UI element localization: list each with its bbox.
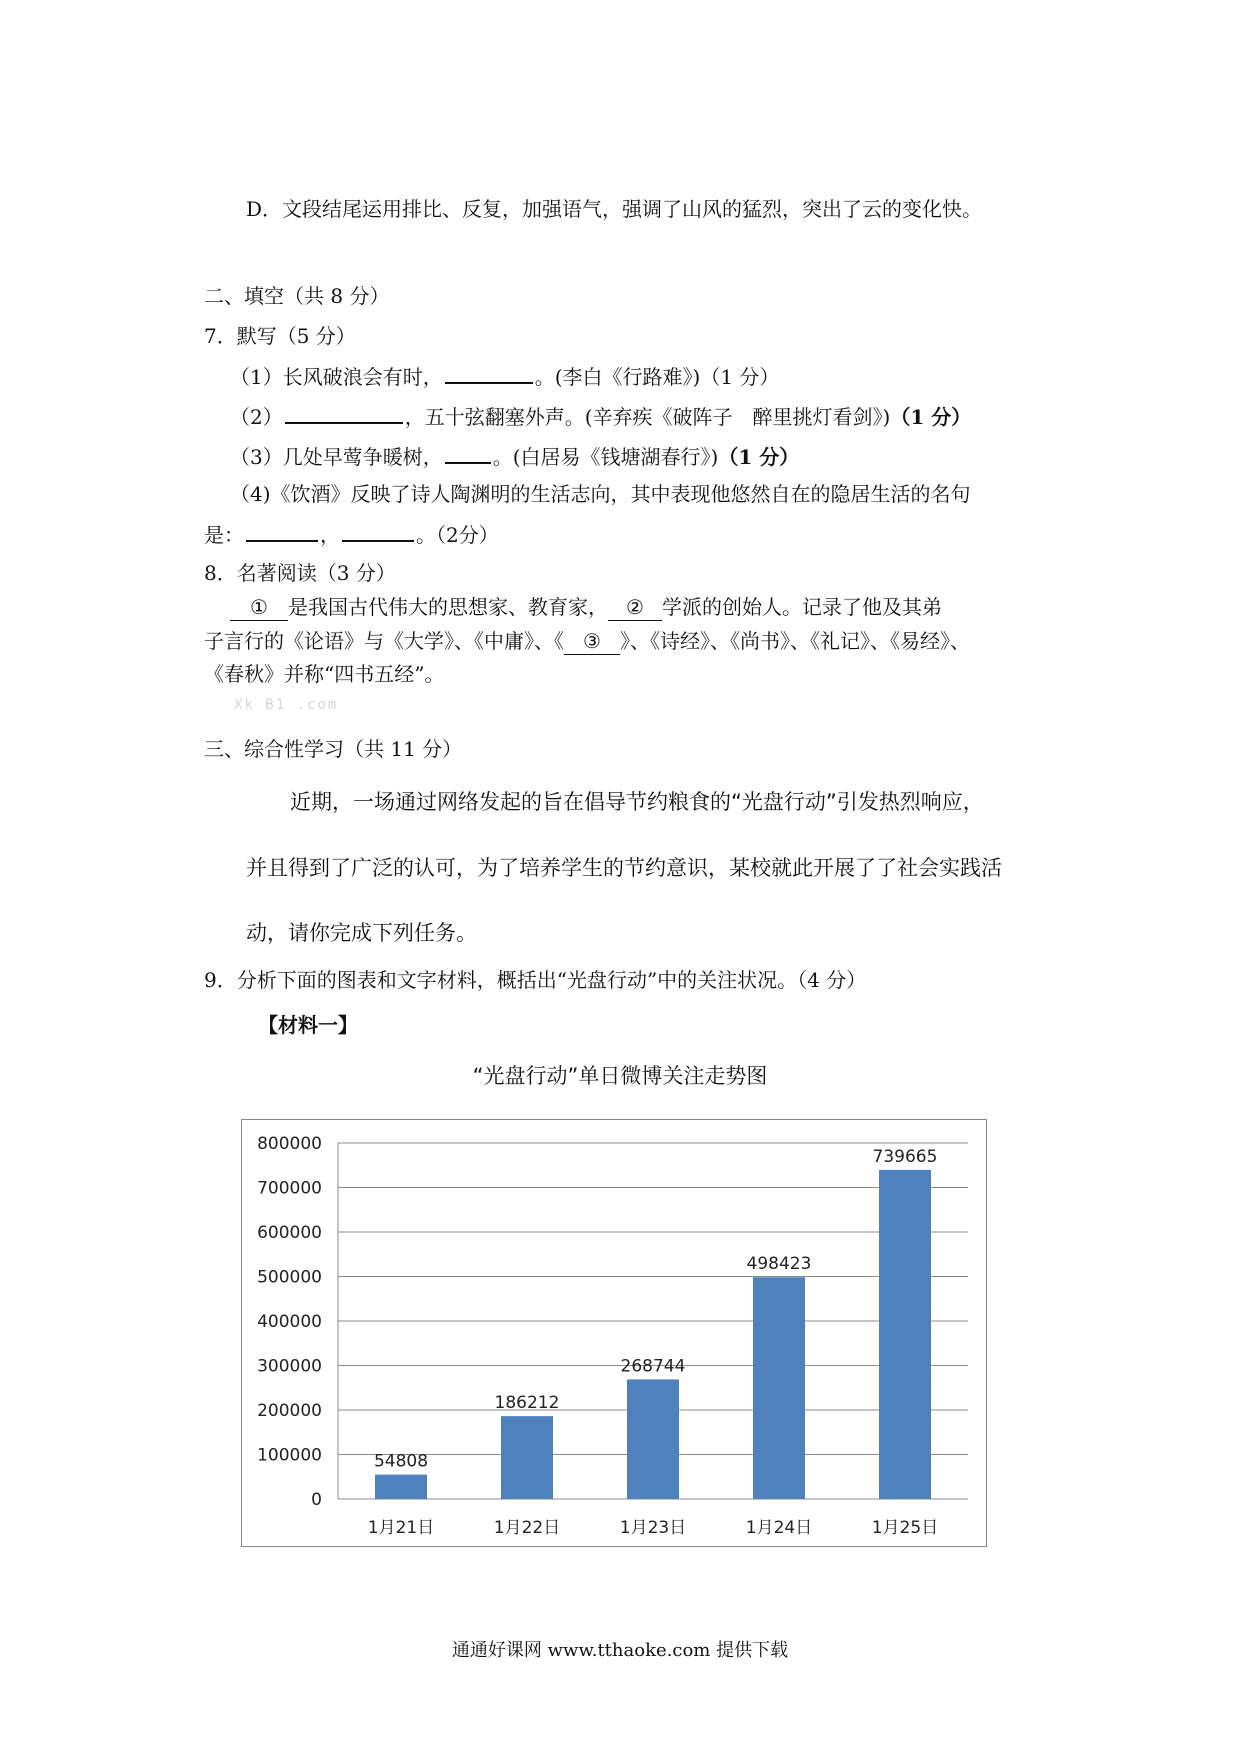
material-label: 【材料一】 <box>258 1013 358 1037</box>
bar <box>753 1277 805 1499</box>
y-tick-label: 800000 <box>257 1134 322 1154</box>
bar <box>375 1475 427 1499</box>
q7-line4a: （4)《饮酒》反映了诗人陶渊明的生活志向，其中表现他悠然自在的隐居生活的名句 <box>230 482 971 506</box>
data-label: 54808 <box>373 1451 429 1472</box>
bar <box>879 1170 931 1499</box>
section3-title: 三、综合性学习（共 11 分） <box>204 737 463 761</box>
blank-1: ① <box>230 594 288 621</box>
chart-title: “光盘行动”单日微博关注走势图 <box>472 1064 768 1088</box>
x-tick-label: 1月22日 <box>493 1518 561 1538</box>
section2-title: 二、填空（共 8 分） <box>204 284 390 308</box>
fill-blank <box>445 442 491 464</box>
q7-line1: （1）长风破浪会有时， 。(李白《行路难》)（1 分） <box>230 362 779 390</box>
q9: 9．分析下面的图表和文字材料，概括出“光盘行动”中的关注状况。（4 分） <box>204 968 867 992</box>
blank-2: ② <box>608 594 662 621</box>
intro-line1: 近期，一场通过网络发起的旨在倡导节约粮食的“光盘行动”引发热烈响应， <box>290 790 984 814</box>
footer: 通通好课网 www.tthaoke.com 提供下载 <box>451 1640 789 1661</box>
q7-line4b: 是： ， 。（2分） <box>204 520 499 548</box>
y-tick-label: 400000 <box>257 1312 322 1332</box>
x-tick-label: 1月21日 <box>367 1518 435 1538</box>
fill-blank <box>285 402 403 424</box>
q8-line2: 子言行的《论语》与《大学》、《中庸》、《 ③ 》、《诗经》、《尚书》、《礼记》、《易经》、 <box>204 629 970 653</box>
data-label: 739665 <box>872 1146 938 1167</box>
y-tick-label: 600000 <box>257 1223 322 1243</box>
y-tick-label: 100000 <box>257 1445 322 1466</box>
intro-line3: 动，请你完成下列任务。 <box>246 921 477 945</box>
q8-title: 8．名著阅读（3 分） <box>204 561 396 585</box>
fill-blank <box>342 520 414 542</box>
q8-line1: ① 是我国古代伟大的思想家、教育家， ② 学派的创始人。记录了他及其弟 <box>230 594 942 621</box>
watermark: Xk B1 .com <box>234 697 339 713</box>
option-d: D．文段结尾运用排比、反复，加强语气，强调了山风的猛烈，突出了云的变化快。 <box>246 197 983 221</box>
x-tick-label: 1月25日 <box>871 1518 939 1538</box>
y-tick-label: 200000 <box>257 1401 322 1421</box>
fill-blank <box>445 362 533 384</box>
y-tick-label: 500000 <box>257 1267 322 1288</box>
data-label: 498423 <box>746 1254 812 1275</box>
x-tick-label: 1月23日 <box>619 1518 687 1538</box>
intro-line2: 并且得到了广泛的认可，为了培养学生的节约意识，某校就此开展了了社会实践活 <box>246 856 1002 880</box>
bar-chart <box>241 1119 987 1547</box>
y-tick-label: 300000 <box>257 1356 322 1377</box>
bar <box>627 1379 679 1499</box>
data-label: 268744 <box>620 1356 686 1377</box>
q7-line3: （3）几处早莺争暖树， 。(白居易《钱塘湖春行》)（1 分） <box>230 442 799 470</box>
bar <box>501 1416 553 1499</box>
q8-line3: 《春秋》并称“四书五经”。 <box>204 662 445 686</box>
data-label: 186212 <box>494 1393 560 1414</box>
y-tick-label: 0 <box>311 1490 322 1510</box>
y-tick-label: 700000 <box>257 1178 322 1199</box>
q7-title: 7．默写（5 分） <box>204 324 356 348</box>
fill-blank <box>246 520 318 542</box>
q7-line2: （2） ，五十弦翻塞外声。(辛弃疾《破阵子 醉里挑灯看剑》)（1 分） <box>230 402 971 430</box>
x-tick-label: 1月24日 <box>745 1518 813 1538</box>
blank-3: ③ <box>564 628 620 655</box>
